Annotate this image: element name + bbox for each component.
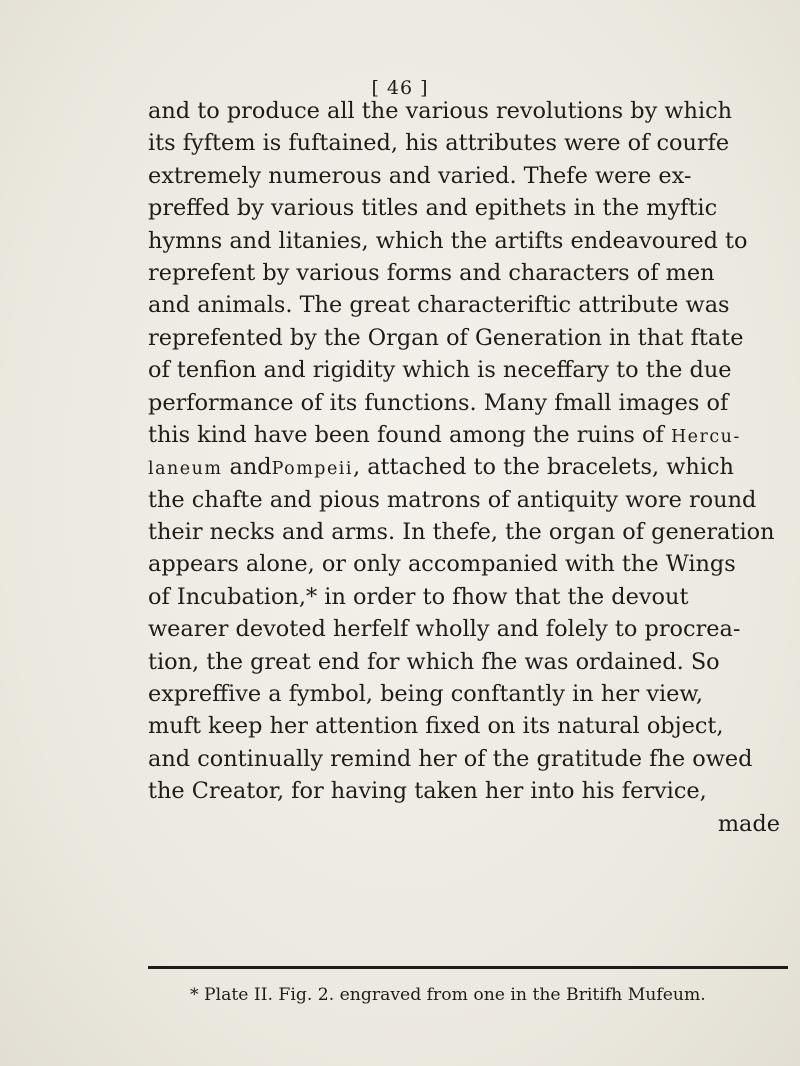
catchword: made xyxy=(717,810,780,837)
text-line: muft keep her attention fixed on its natural object, xyxy=(148,713,724,740)
text-line xyxy=(148,451,788,483)
text-line: the chafte and pious matrons of antiquity wore round xyxy=(148,486,757,513)
text-line: their necks and arms. In thefe, the organ of generation xyxy=(148,519,775,546)
text-line: of Incubation,* in order to fhow that the devout xyxy=(148,583,689,610)
text-line: extremely numerous and varied. Thefe were ex- xyxy=(148,162,692,189)
footnote-rule xyxy=(148,966,788,969)
text-line: of tenfion and rigidity which is neceffary to the due xyxy=(148,357,732,384)
text-line: and animals. The great characteriftic attribute was xyxy=(148,292,730,319)
footnote: * Plate II. Fig. 2. engraved from one in the Britifh Mufeum. xyxy=(190,985,706,1005)
text-line-segment: , attached to the bracelets, which xyxy=(352,454,734,481)
small-caps-word: Hercu- xyxy=(670,426,741,447)
text-line: expreffive a fymbol, being conftantly in her view, xyxy=(148,681,704,708)
text-line-segment: and xyxy=(222,454,272,481)
text-line: wearer devoted herfelf wholly and folely to procrea- xyxy=(148,616,741,643)
text-line: its fyftem is fuftained, his attributes were of courfe xyxy=(148,130,730,157)
page-number: [ 46 ] xyxy=(371,77,429,99)
small-caps-word: laneum xyxy=(148,459,223,480)
small-caps-word: Pompeii xyxy=(271,459,353,480)
text-line-segment: this kind have been found among the ruins of xyxy=(148,421,671,448)
text-line: hymns and litanies, which the artifts endeavoured to xyxy=(148,227,748,254)
text-line: tion, the great end for which fhe was ordained. So xyxy=(148,648,720,675)
text-line: and to produce all the various revolutions by which xyxy=(148,98,733,124)
text-line: preffed by various titles and epithets in the myftic xyxy=(148,195,718,222)
text-line xyxy=(148,419,788,451)
text-line: reprefent by various forms and characters of men xyxy=(148,259,715,286)
text-line: reprefented by the Organ of Generation in that ftate xyxy=(148,324,744,351)
text-line: performance of its functions. Many fmall images of xyxy=(148,389,729,416)
text-line: appears alone, or only accompanied with the Wings xyxy=(148,551,736,578)
body-text xyxy=(148,95,788,840)
text-line: the Creator, for having taken her into his fervice, xyxy=(148,778,707,805)
text-line: and continually remind her of the gratitude fhe owed xyxy=(148,745,753,772)
